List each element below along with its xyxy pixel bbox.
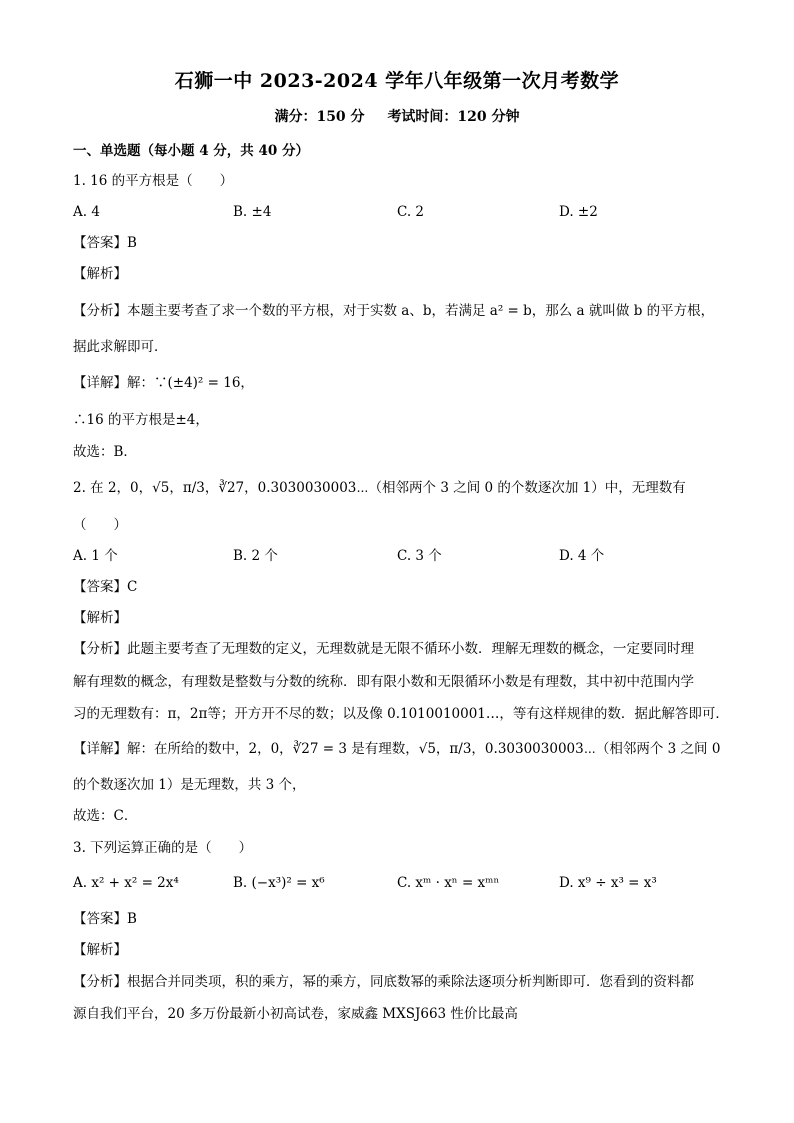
- q1-stem: 1. 16 的平方根是（ ）: [73, 173, 234, 189]
- q2-detail-line2: 的个数逐次加 1）是无理数，共 3 个，: [73, 777, 306, 793]
- q3-option-a: A. x² + x² = 2x⁴: [73, 875, 179, 891]
- full-score: 满分：150 分: [274, 109, 365, 125]
- q1-detail-line2: ∴16 的平方根是±4，: [73, 412, 209, 428]
- q1-analysis-line2: 据此求解即可．: [73, 339, 168, 355]
- q2-option-a: A. 1 个: [73, 548, 118, 564]
- q2-detail-line1: 【详解】解：在所给的数中，2，0，∛27 = 3 是有理数，√5，π/3，0.3030030003⋯（相邻两个 3 之间 0: [73, 741, 721, 757]
- q1-option-c: C. 2: [397, 204, 425, 220]
- q3-stem: 3. 下列运算正确的是（ ）: [73, 840, 253, 856]
- q3-answer: 【答案】B: [73, 911, 137, 927]
- q2-answer: 【答案】C: [73, 579, 138, 595]
- q1-answer: 【答案】B: [73, 235, 137, 251]
- q1-detail-line1: 【详解】解：∵(±4)² = 16，: [73, 375, 254, 391]
- q2-analysis-line3: 习的无理数有：π，2π等；开方开不尽的数；以及像 0.1010010001…，等有这样规律的数．据此解答即可．: [73, 706, 729, 722]
- q2-analysis-line1: 【分析】此题主要考查了无理数的定义，无理数就是无限不循环小数．理解无理数的概念，一定要同时理: [73, 641, 694, 657]
- q1-option-d: D. ±2: [559, 204, 598, 220]
- q1-jiexi: 【解析】: [73, 266, 127, 282]
- q3-option-b: B. (−x³)² = x⁶: [233, 875, 325, 891]
- q3-analysis-line1: 【分析】根据合并同类项，积的乘方，幂的乘方，同底数幂的乘除法逐项分析判断即可．您看到的资料都: [73, 974, 694, 990]
- q2-option-d: D. 4 个: [559, 548, 605, 564]
- q3-option-c: C. xᵐ · xⁿ = xᵐⁿ: [397, 875, 500, 891]
- q2-choose: 故选：C．: [73, 808, 138, 824]
- q3-jiexi: 【解析】: [73, 942, 127, 958]
- page-title: 石狮一中 2023-2024 学年八年级第一次月考数学: [174, 70, 620, 92]
- q1-option-a: A. 4: [73, 204, 100, 220]
- q1-choose: 故选：B．: [73, 444, 137, 460]
- q1-analysis-line1: 【分析】本题主要考查了求一个数的平方根，对于实数 a、b，若满足 a² = b，那么 a 就叫做 b 的平方根，: [73, 303, 715, 319]
- q1-option-b: B. ±4: [233, 204, 272, 220]
- section-heading: 一、单选题（每小题 4 分，共 40 分）: [73, 143, 309, 159]
- q3-option-d: D. x⁹ ÷ x³ = x³: [559, 875, 657, 891]
- q2-stem-line1: 2. 在 2，0，√5，π/3，∛27，0.3030030003⋯（相邻两个 3 之间 0 的个数逐次加 1）中，无理数有: [73, 480, 686, 496]
- exam-time: 考试时间：120 分钟: [387, 109, 520, 125]
- exam-info: [0, 106, 794, 126]
- q3-analysis-line2: 源自我们平台，20 多万份最新小初高试卷，家威鑫 MXSJ663 性价比最高: [73, 1006, 518, 1022]
- q2-jiexi: 【解析】: [73, 610, 127, 626]
- q2-option-b: B. 2 个: [233, 548, 278, 564]
- q2-stem-line2: （ ）: [73, 517, 127, 533]
- q2-analysis-line2: 解有理数的概念，有理数是整数与分数的统称．即有限小数和无限循环小数是有理数，其中初中范围内学: [73, 674, 694, 690]
- q2-option-c: C. 3 个: [397, 548, 442, 564]
